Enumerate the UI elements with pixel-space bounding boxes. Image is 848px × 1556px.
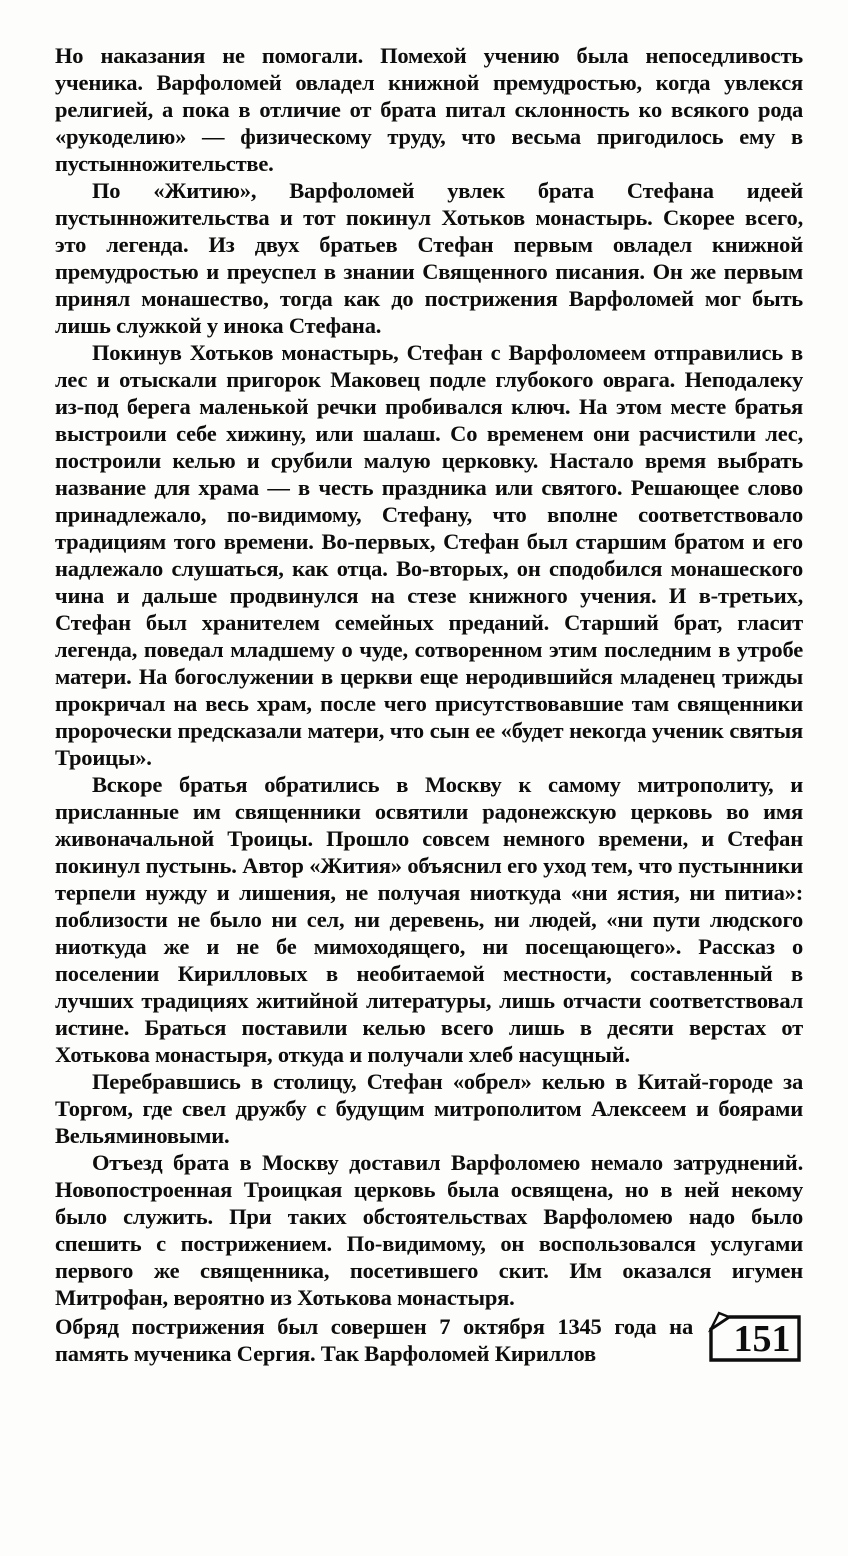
- paragraph-list: [55, 42, 803, 1311]
- paragraph: По «Житию», Варфоломей увлек брата Стефана идеей пустынножительства и тот покинул Хотьков монастырь. Скорее всего, это легенда. Из двух братьев Стефан первым овладел книжной премудростью и преуспел в знании Священного писания. Он же первым принял монашество, тогда как до пострижения Варфоломей мог быть лишь служкой у инока Стефана.: [55, 178, 803, 338]
- page-number-box: [707, 1311, 803, 1364]
- paragraph-continuation: Обряд пострижения был совершен 7 октября 1345 года на память мученика Сергия. Так Варфоломей Кириллов: [55, 1314, 693, 1366]
- paragraph: Перебравшись в столицу, Стефан «обрел» келью в Китай-городе за Торгом, где свел дружбу с будущим митрополитом Алексеем и боярами Вельяминовыми.: [55, 1069, 803, 1148]
- paragraph: Вскоре братья обратились в Москву к самому митрополиту, и присланные им священники освятили радонежскую церковь во имя живоначальной Троицы. Прошло совсем немного времени, и Стефан покинул пустынь. Автор «Жития» объяснил его уход тем, что пустынники терпели нужду и лишения, не получая ниоткуда «ни ястия, ни питиа»: поблизости не было ни сел, ни деревень, ни людей, «ни пути людского ниоткуда же и не бе мимоходящего, ни посещающего». Рассказ о поселении Кирилловых в необитаемой местности, составленный в лучших традициях житийной литературы, лишь отчасти соответствовал истине. Браться поставили келью всего лишь в десяти верстах от Хотькова монастыря, откуда и получали хлеб насущный.: [55, 772, 803, 1067]
- page-number: 151: [733, 1318, 791, 1360]
- paragraph: Покинув Хотьков монастырь, Стефан с Варфоломеем отправились в лес и отыскали пригорок Маковец подле глубокого оврага. Неподалеку из-под берега маленькой речки пробивался ключ. На этом месте братья выстроили себе хижину, или шалаш. Со временем они расчистили лес, построили келью и срубили малую церковку. Настало время выбрать название для храма — в честь праздника или святого. Решающее слово принадлежало, по-видимому, Стефану, что вполне соответствовало традициям того времени. Во-первых, Стефан был старшим братом и его надлежало слушаться, как отца. Во-вторых, он сподобился монашеского чина и дальше продвинулся на стезе книжного учения. И в-третьих, Стефан был хранителем семейных преданий. Старший брат, гласит легенда, поведал младшему о чуде, сотворенном этим последним в утробе матери. На богослужении в церкви еще неродившийся младенец трижды прокричал на весь храм, после чего присутствовавшие там священники пророчески предсказали матери, что сын ее «будет некогда ученик святыя Троицы».: [55, 340, 803, 770]
- paragraph: Отъезд брата в Москву доставил Варфоломею немало затруднений. Новопостроенная Троицкая церковь была освящена, но в ней некому было служить. При таких обстоятельствах Варфоломею надо было спешить с пострижением. По-видимому, он воспользовался услугами первого же священника, посетившего скит. Им оказался игумен Митрофан, вероятно из Хотькова монастыря.: [55, 1150, 803, 1310]
- final-row: [55, 1311, 803, 1367]
- paragraph: Но наказания не помогали. Помехой учению была непоседливость ученика. Варфоломей овладел книжной премудростью, когда увлекся религией, а пока в отличие от брата питал склонность ко всякого рода «рукоделию» — физическому труду, что весьма пригодилось ему в пустынножительстве.: [55, 43, 803, 176]
